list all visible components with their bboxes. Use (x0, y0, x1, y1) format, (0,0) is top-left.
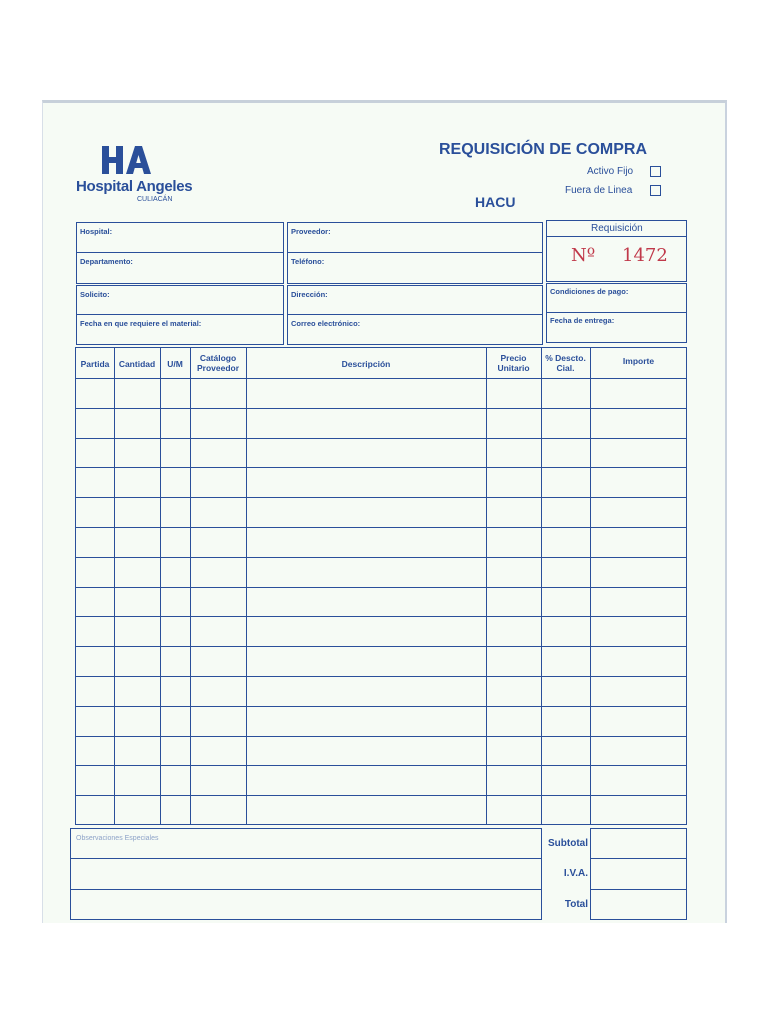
direccion-label: Dirección: (291, 290, 328, 299)
col-header-catalogo: Catálogo Proveedor (196, 353, 240, 373)
fecha-entrega-label: Fecha de entrega: (550, 316, 615, 325)
table-row[interactable] (75, 676, 687, 677)
col-header-cantidad: Cantidad (118, 359, 156, 369)
totals-box[interactable] (590, 828, 687, 920)
table-column-divider (246, 347, 247, 825)
unit-code: HACU (475, 194, 516, 210)
table-column-divider (114, 347, 115, 825)
hospital-label: Hospital: (80, 227, 113, 236)
fuera-de-linea-label: Fuera de Linea (565, 185, 633, 196)
table-row[interactable] (75, 378, 687, 379)
table-column-divider (541, 347, 542, 825)
table-row[interactable] (75, 795, 687, 796)
table-column-divider (190, 347, 191, 825)
iva-label: I.V.A. (563, 868, 588, 879)
requisicion-number: 1472 (622, 245, 668, 266)
table-column-divider (486, 347, 487, 825)
table-row[interactable] (75, 438, 687, 439)
activo-fijo-label: Activo Fijo (587, 166, 634, 177)
activo-fijo-checkbox[interactable] (650, 166, 661, 177)
table-row[interactable] (75, 587, 687, 588)
requisicion-no-prefix: Nº (571, 245, 596, 266)
table-column-divider (160, 347, 161, 825)
telefono-label: Teléfono: (291, 257, 325, 266)
hospital-angeles-logo-icon (102, 144, 152, 176)
col-header-precio: Precio Unitario (497, 353, 530, 373)
table-row[interactable] (75, 646, 687, 647)
col-header-descripcion: Descripción (341, 359, 391, 369)
solicito-label: Solicito: (80, 290, 110, 299)
col-header-importe: Importe (622, 356, 655, 366)
subtotal-label: Subtotal (548, 838, 588, 849)
total-label: Total (564, 899, 588, 910)
logo-name: Hospital Angeles (76, 178, 193, 195)
col-header-descto: % Descto. Cial. (545, 353, 586, 373)
observaciones-label: Observaciones Especiales (76, 835, 159, 842)
col-header-um: U/M (167, 359, 183, 369)
correo-label: Correo electrónico: (291, 319, 361, 328)
table-row[interactable] (75, 557, 687, 558)
form-title: REQUISICIÓN DE COMPRA (439, 141, 648, 158)
table-row[interactable] (75, 527, 687, 528)
items-table (75, 347, 687, 825)
fuera-de-linea-checkbox[interactable] (650, 185, 661, 196)
col-header-partida: Partida (80, 359, 110, 369)
fecha-requiere-label: Fecha en que requiere el material: (80, 319, 202, 328)
table-row[interactable] (75, 765, 687, 766)
condiciones-label: Condiciones de pago: (550, 287, 629, 296)
table-row[interactable] (75, 467, 687, 468)
table-row[interactable] (75, 497, 687, 498)
table-column-divider (590, 347, 591, 825)
logo-city: CULIACÁN (137, 196, 173, 203)
table-row[interactable] (75, 408, 687, 409)
departamento-label: Departamento: (80, 257, 133, 266)
requisicion-label: Requisición (591, 223, 643, 234)
proveedor-label: Proveedor: (291, 227, 331, 236)
table-row[interactable] (75, 736, 687, 737)
table-row[interactable] (75, 616, 687, 617)
table-row[interactable] (75, 706, 687, 707)
